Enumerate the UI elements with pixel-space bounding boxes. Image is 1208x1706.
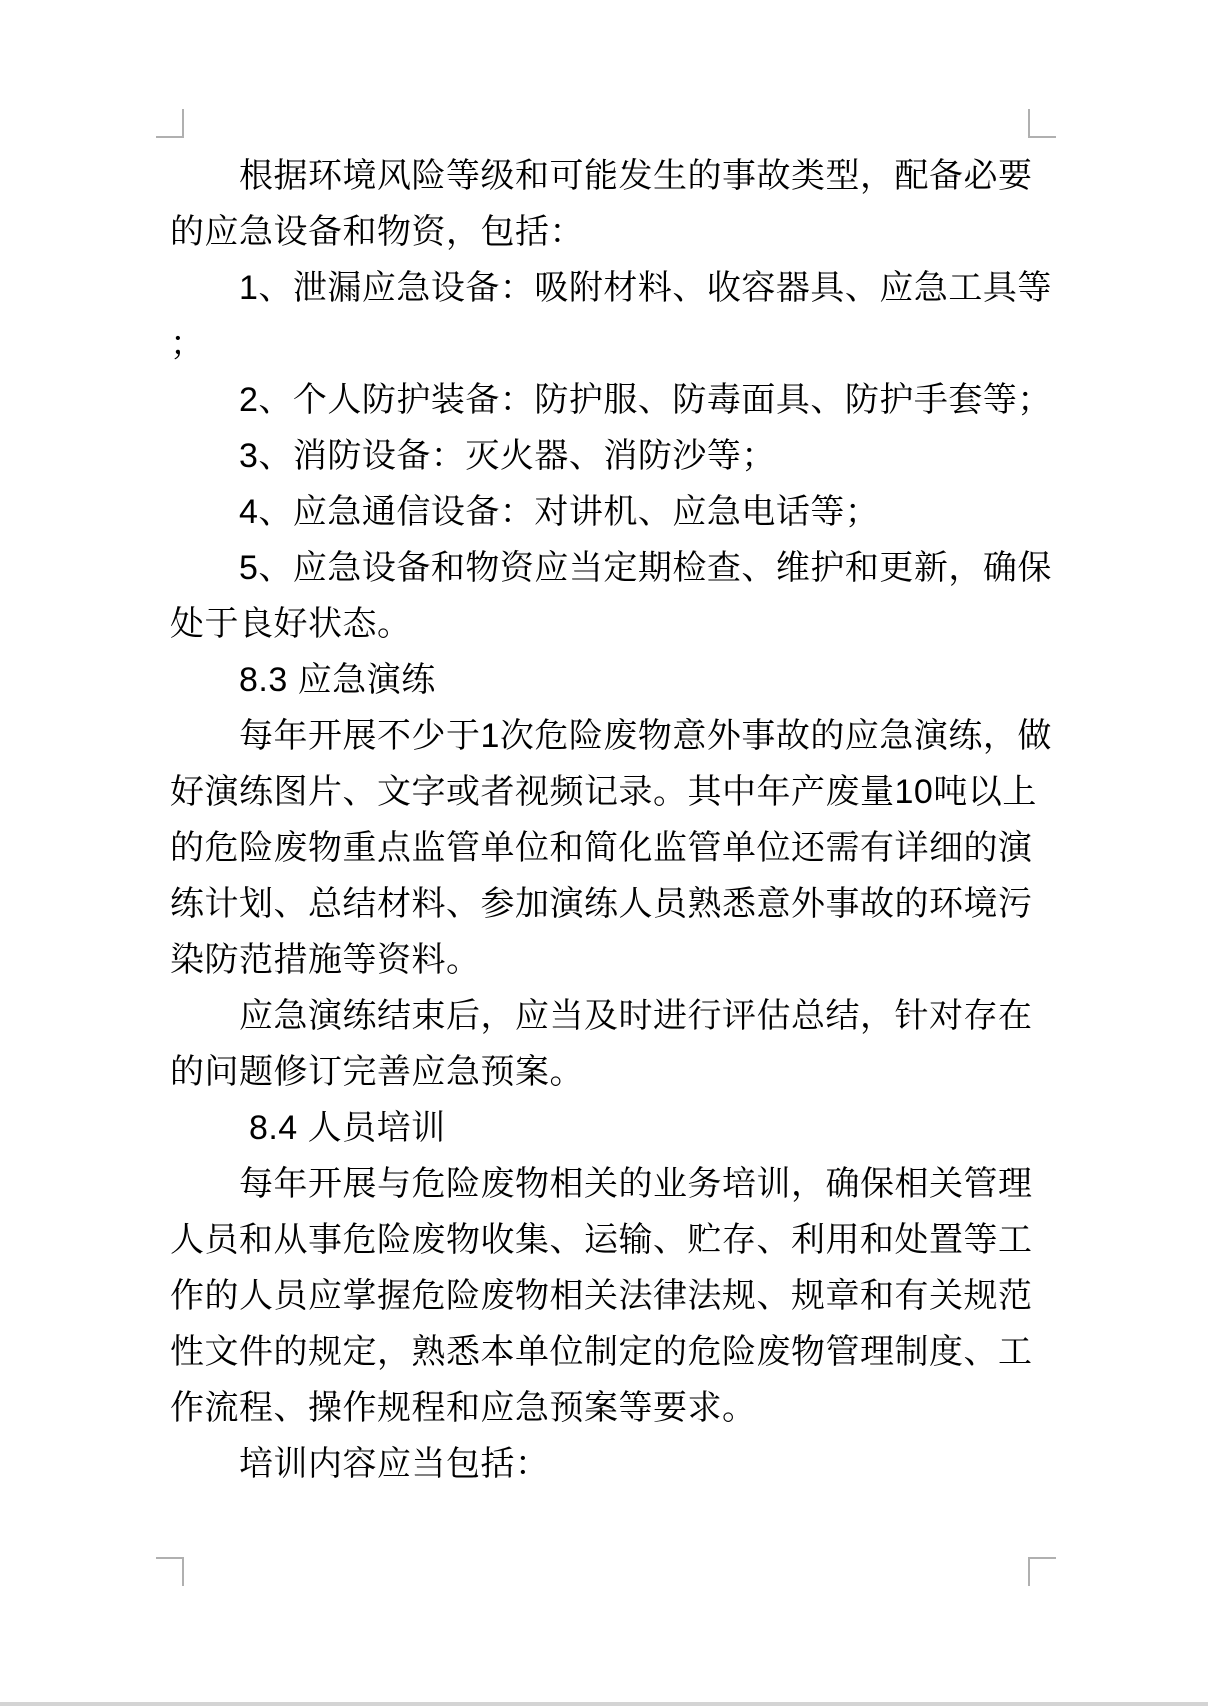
page-bottom-edge bbox=[0, 1702, 1208, 1706]
list-item-line: 1、泄漏应急设备：吸附材料、收容器具、应急工具等 bbox=[170, 269, 1052, 307]
paragraph-line: 的危险废物重点监管单位和简化监管单位还需有详细的演 bbox=[170, 829, 1033, 867]
text-boundary-mark-bottom-right bbox=[1028, 1557, 1056, 1586]
text-boundary-mark-top-right bbox=[1028, 109, 1056, 138]
list-item-line: ； bbox=[170, 325, 205, 363]
paragraph-line: 性文件的规定，熟悉本单位制定的危险废物管理制度、工 bbox=[170, 1333, 1033, 1371]
paragraph-line: 人员和从事危险废物收集、运输、贮存、利用和处置等工 bbox=[170, 1221, 1033, 1259]
list-item-line: 处于良好状态。 bbox=[170, 605, 412, 643]
text-boundary-mark-bottom-left bbox=[156, 1557, 184, 1586]
section-heading-line: 8.3 应急演练 bbox=[170, 661, 436, 699]
document-body bbox=[170, 148, 1050, 1492]
list-item-line: 2、个人防护装备：防护服、防毒面具、防护手套等； bbox=[170, 381, 1052, 419]
list-item-line: 3、消防设备：灭火器、消防沙等； bbox=[170, 437, 776, 475]
paragraph-line: 作流程、操作规程和应急预案等要求。 bbox=[170, 1389, 757, 1427]
paragraph-line: 培训内容应当包括： bbox=[170, 1445, 550, 1483]
section-heading-line: 8.4 人员培训 bbox=[170, 1109, 446, 1147]
paragraph-line: 好演练图片、文字或者视频记录。其中年产废量10吨以上 bbox=[170, 773, 1037, 811]
text-boundary-mark-top-left bbox=[156, 109, 184, 138]
paragraph-line: 染防范措施等资料。 bbox=[170, 941, 481, 979]
paragraph-line: 的应急设备和物资，包括： bbox=[170, 213, 584, 251]
paragraph-line: 根据环境风险等级和可能发生的事故类型，配备必要 bbox=[170, 157, 1033, 195]
paragraph-line: 每年开展不少于1次危险废物意外事故的应急演练，做 bbox=[170, 717, 1052, 755]
paragraph-line: 的问题修订完善应急预案。 bbox=[170, 1053, 584, 1091]
list-item-line: 4、应急通信设备：对讲机、应急电话等； bbox=[170, 493, 880, 531]
paragraph-line: 每年开展与危险废物相关的业务培训，确保相关管理 bbox=[170, 1165, 1033, 1203]
paragraph-line: 练计划、总结材料、参加演练人员熟悉意外事故的环境污 bbox=[170, 885, 1033, 923]
paragraph-line: 作的人员应掌握危险废物相关法律法规、规章和有关规范 bbox=[170, 1277, 1033, 1315]
list-item-line: 5、应急设备和物资应当定期检查、维护和更新，确保 bbox=[170, 549, 1052, 587]
paragraph-line: 应急演练结束后，应当及时进行评估总结，针对存在 bbox=[170, 997, 1033, 1035]
